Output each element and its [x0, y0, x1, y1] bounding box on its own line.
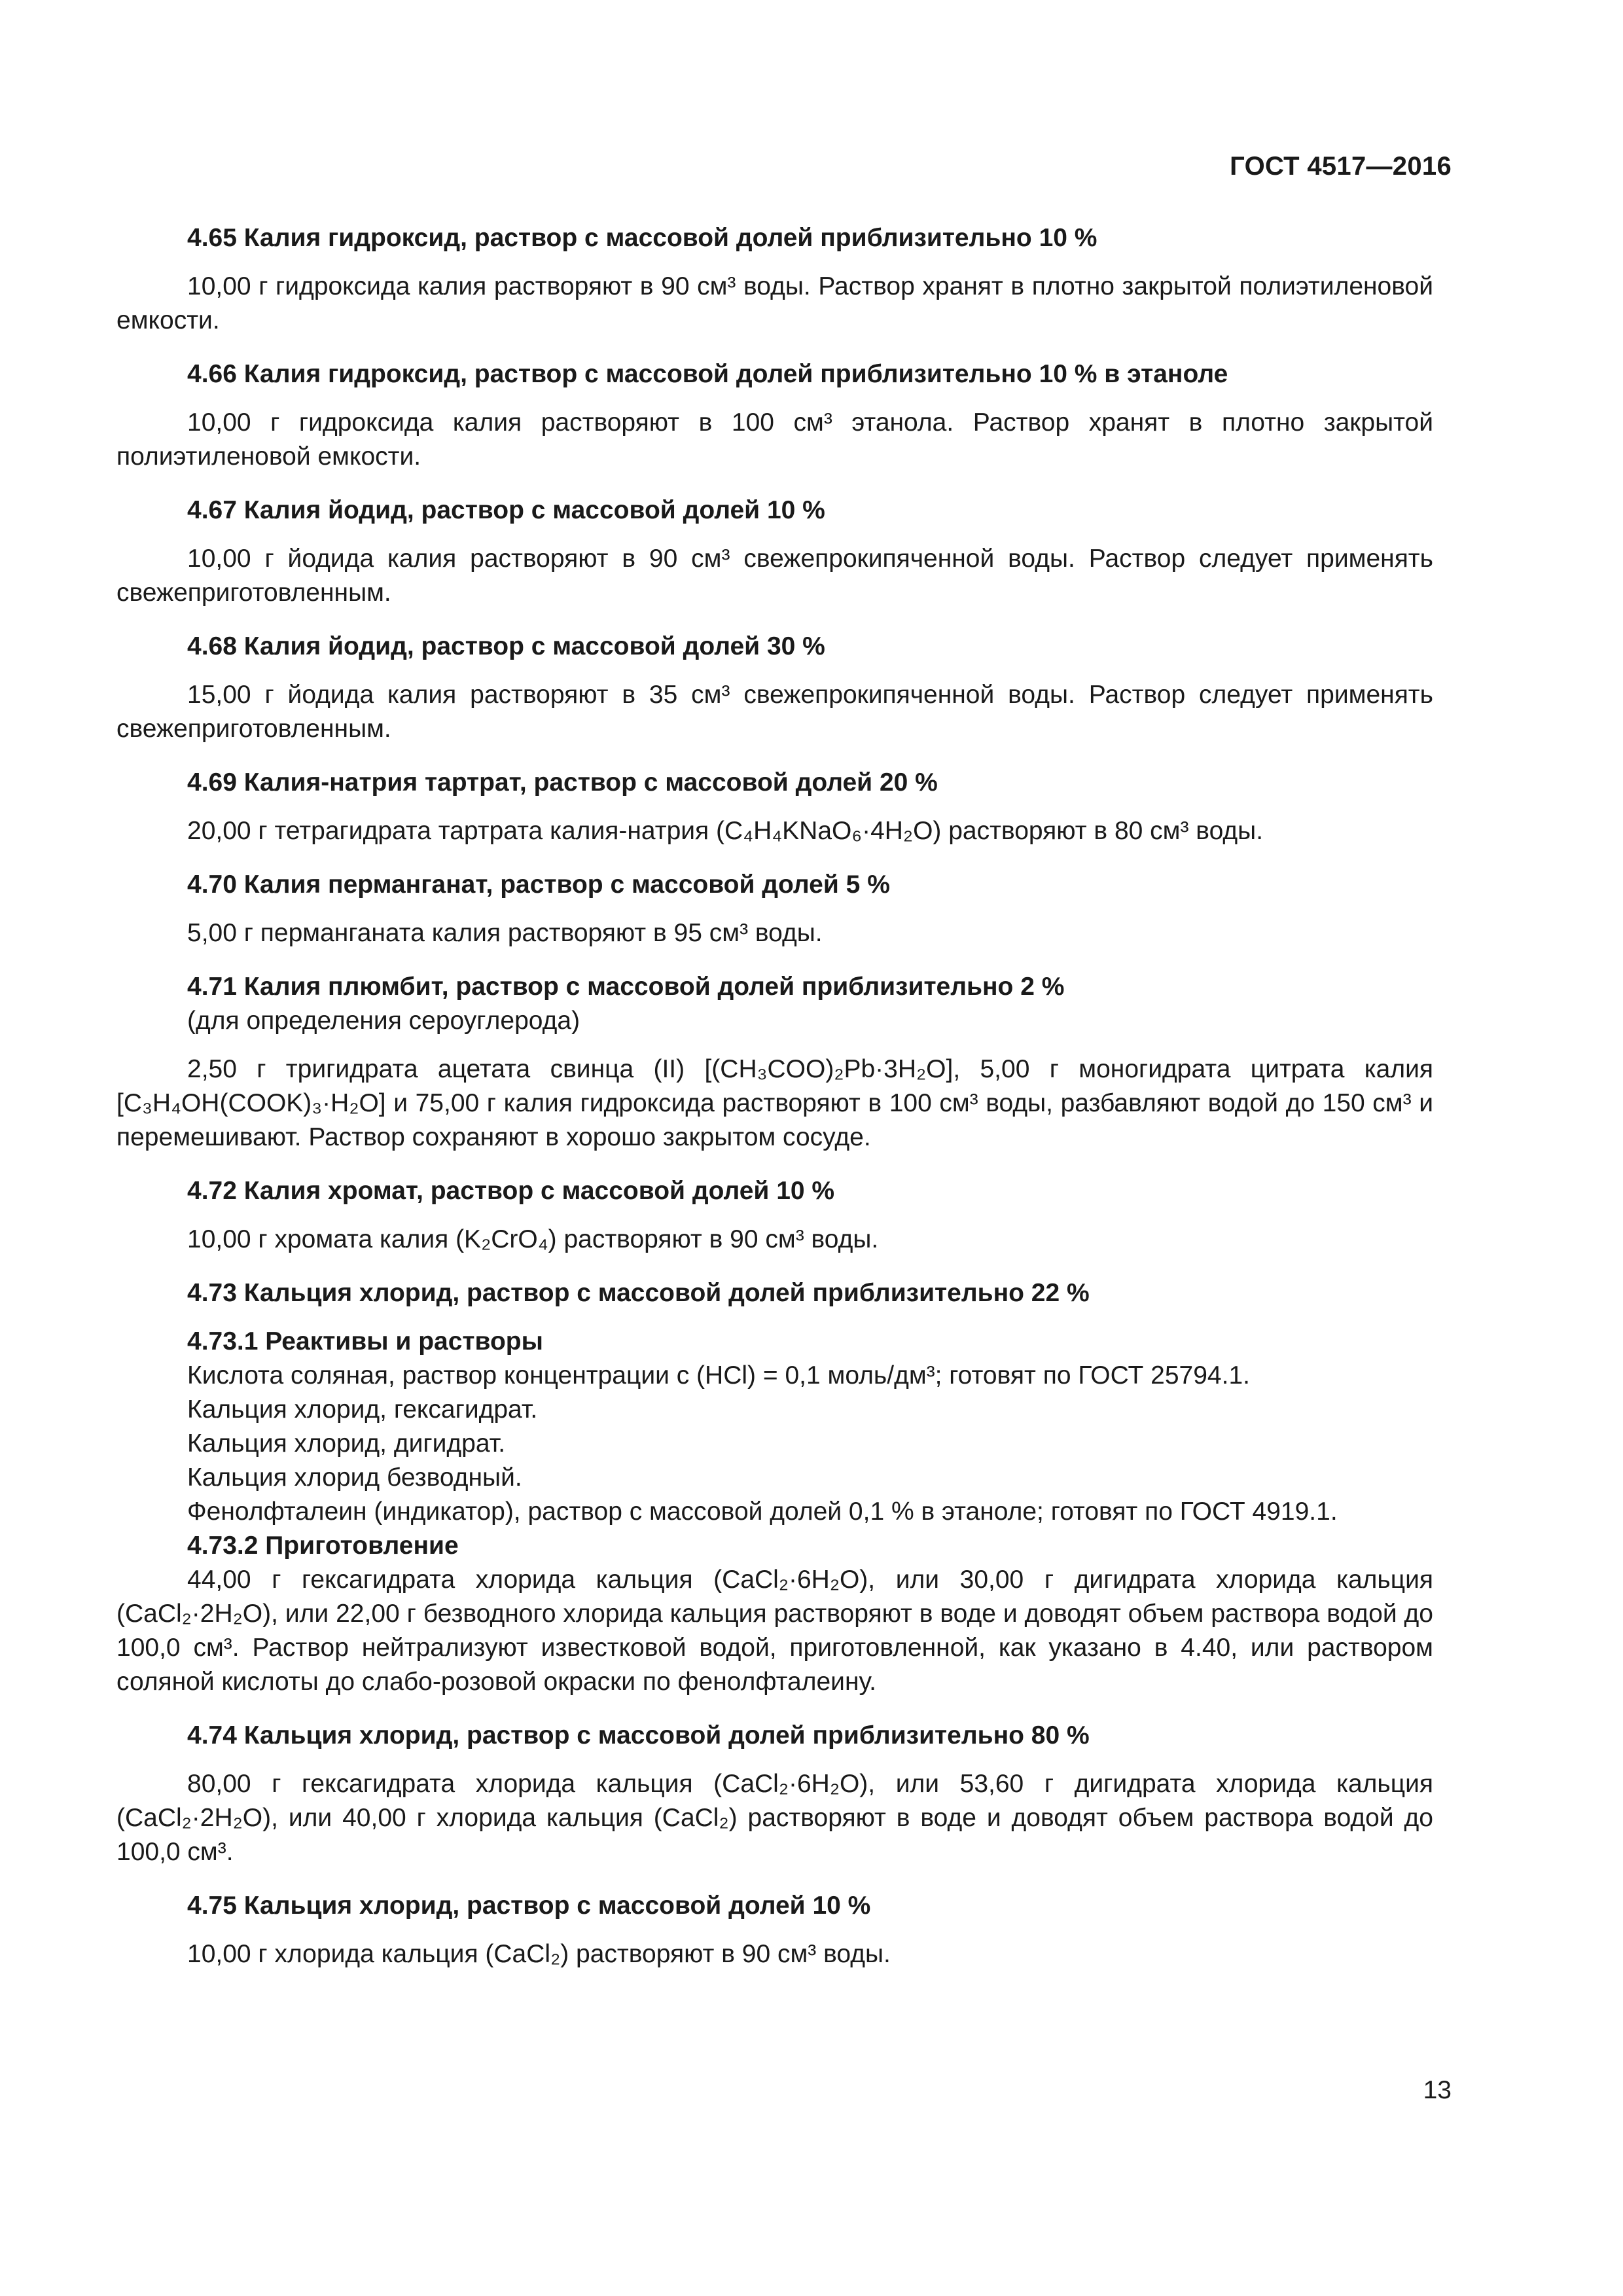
subsection-heading: 4.73.2 Приготовление: [187, 1532, 459, 1560]
section-heading: 4.75 Кальция хлорид, раствор с массовой долей 10 %: [187, 1892, 871, 1920]
section-text: 10,00 г гидроксида калия растворяют в 90 см³ воды. Раствор хранят в плотно закрытой полиэтиленовой емкости.: [116, 272, 1433, 334]
document-id: ГОСТ 4517—2016: [1230, 152, 1452, 181]
reagent-item: Фенолфталеин (индикатор), раствор с массовой долей 0,1 % в этаноле; готовят по ГОСТ 4919.1.: [187, 1498, 1338, 1526]
reagent-item: Кислота соляная, раствор концентрации c (HCl) = 0,1 моль/дм³; готовят по ГОСТ 25794.1.: [187, 1361, 1250, 1390]
page-number: 13: [1423, 2076, 1452, 2104]
section-heading: 4.70 Калия перманганат, раствор с массовой долей 5 %: [187, 870, 890, 899]
section-text: 5,00 г перманганата калия растворяют в 95 см³ воды.: [187, 919, 823, 947]
section-text: 44,00 г гексагидрата хлорида кальция (CaCl₂·6H₂O), или 30,00 г дигидрата хлорида кальция (CaCl₂·2H₂O), или 22,00 г безводного хлорида кальция растворяют в воде и доводят объем раствора водой до 100,0 см³. Раствор нейтрализуют известковой водой, приготовленной, как указано в 4.40, или раствором соляной кислоты до слабо-розовой окраски по фенолфталеину.: [116, 1566, 1433, 1696]
reagent-list: [116, 1359, 1433, 1529]
section-heading: 4.69 Калия-натрия тартрат, раствор с массовой долей 20 %: [187, 768, 938, 797]
reagent-item: Кальция хлорид, дигидрат.: [187, 1429, 506, 1458]
section-heading: 4.67 Калия йодид, раствор с массовой долей 10 %: [187, 496, 825, 524]
section-text: 10,00 г йодида калия растворяют в 90 см³ свежепрокипяченной воды. Раствор следует применять свежеприготовленным.: [116, 545, 1433, 607]
section-heading: 4.72 Калия хромат, раствор с массовой долей 10 %: [187, 1177, 835, 1205]
section-text: 20,00 г тетрагидрата тартрата калия-натрия (C₄H₄KNaO₆·4H₂O) растворяют в 80 см³ воды.: [187, 817, 1264, 845]
section-subtitle: (для определения сероуглерода): [187, 1007, 580, 1035]
reagent-item: Кальция хлорид безводный.: [187, 1463, 522, 1492]
subsection-heading: 4.73.1 Реактивы и растворы: [187, 1327, 543, 1355]
section-text: 80,00 г гексагидрата хлорида кальция (CaCl₂·6H₂O), или 53,60 г дигидрата хлорида кальция (CaCl₂·2H₂O), или 40,00 г хлорида кальция (CaCl₂) растворяют в воде и доводят объем раствора водой до 100,0 см³.: [116, 1770, 1433, 1866]
section-heading: 4.68 Калия йодид, раствор с массовой долей 30 %: [187, 632, 825, 660]
section-text: 10,00 г гидроксида калия растворяют в 100 см³ этанола. Раствор хранят в плотно закрытой полиэтиленовой емкости.: [116, 408, 1433, 471]
reagent-item: Кальция хлорид, гексагидрат.: [187, 1395, 538, 1424]
document-body: [116, 221, 1433, 1971]
section-heading: 4.66 Калия гидроксид, раствор с массовой долей приблизительно 10 % в этаноле: [187, 360, 1228, 388]
section-text: 15,00 г йодида калия растворяют в 35 см³ свежепрокипяченной воды. Раствор следует применять свежеприготовленным.: [116, 681, 1433, 743]
section-text: 10,00 г хлорида кальция (CaCl₂) растворяют в 90 см³ воды.: [187, 1940, 891, 1968]
section-heading: 4.65 Калия гидроксид, раствор с массовой долей приблизительно 10 %: [187, 224, 1097, 252]
section-heading: 4.71 Калия плюмбит, раствор с массовой долей приблизительно 2 %: [187, 973, 1065, 1001]
section-heading: 4.74 Кальция хлорид, раствор с массовой долей приблизительно 80 %: [187, 1721, 1090, 1749]
section-text: 10,00 г хромата калия (K₂CrO₄) растворяют в 90 см³ воды.: [187, 1225, 879, 1253]
section-heading: 4.73 Кальция хлорид, раствор с массовой долей приблизительно 22 %: [187, 1279, 1090, 1307]
section-text: 2,50 г тригидрата ацетата свинца (II) [(CH₃COO)₂Pb·3H₂O], 5,00 г моногидрата цитрата калия [C₃H₄OH(COOK)₃·H₂O] и 75,00 г калия гидроксида растворяют в 100 см³ воды, разбавляют водой до 150 см³ и перемешивают. Раствор сохраняют в хорошо закрытом сосуде.: [116, 1055, 1433, 1151]
